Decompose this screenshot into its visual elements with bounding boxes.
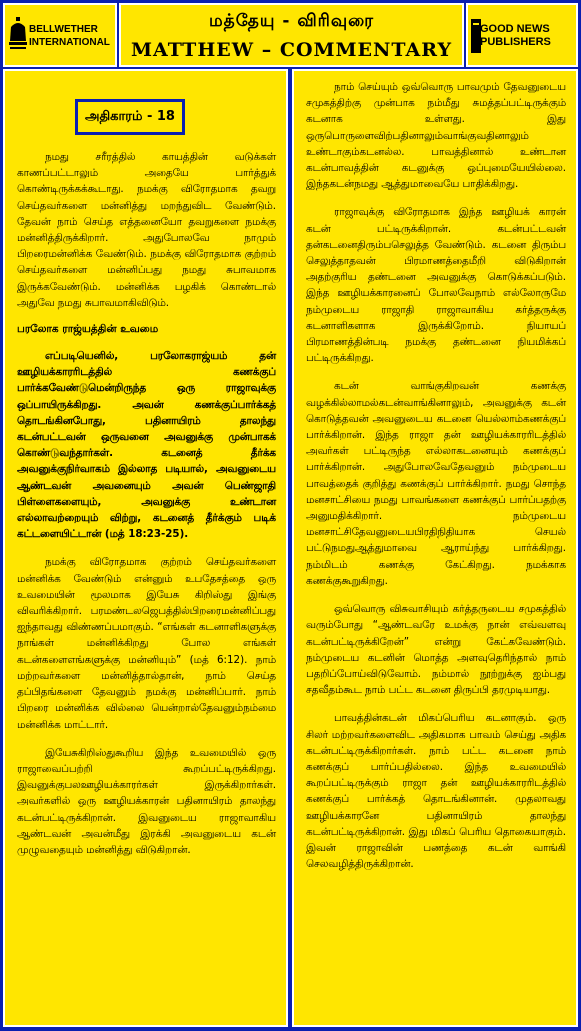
scripture-quote: எப்படியெனில், பரலோகராஜ்யம் தன் ஊழியக்காரரிடத்தில் கணக்குப் பார்க்கவேண்டுமென்றிருந்த ஒரு ராஜாவுக்கு ஒப்பாயிருக்கிறது. அவன் கணக்குப்பார்க்கத் தொடங்கினபோது, பதினாயிரம் தாலந்து கடன்பட்டவன் ஒருவனை அவனுக்கு முன்பாகக் கொண்டுவந்தார்கள். கடனைத் தீர்க்க அவனுக்குநிர்வாகம் இல்லாத படியால், அவனுடைய ஆண்டவன் அவனையும் அவன் பெண்ஜாதி பிள்ளைகளையும், அவனுக்கு உண்டான எல்லாவற்றையும் விற்று, கடனைத் தீர்க்கும் படிக் கட்டளையிட்டான் (மத் 18:23-25). [17, 350, 276, 541]
title-tamil: மத்தேயு - விரிவுரை [208, 11, 375, 31]
header [3, 3, 578, 67]
right-paragraph-4: ஒவ்வொரு விசுவாசியும் கர்த்தருடைய சமுகத்தில் வரும்போது “ஆண்டவரே உமக்கு நான் எவ்வளவு கடன்பட்டிருக்கிறேன்” என்று கேட்கவேண்டும். நம்முடைய கடனின் மொத்த அளவுதெரிந்தால் நாம் பதறிப்போய்விடுவோம். நம்மால் நூற்றுக்கு ஐம்பது சதவீதம்கூட நாம் பட்ட கடனை திருப்பி தரமுடியாது. [306, 603, 566, 697]
left-column [3, 69, 288, 1027]
left-paragraph-3: நமக்கு விரோதமாக குற்றம் செய்தவர்களை மன்னிக்க வேண்டும் என்னும் உபதேசத்தை ஒரு உவமையின் மூலமாக இயேசு கிறிஸ்து இங்கு விவரிக்கிறார். பரமண்டலஜெபத்தில்பிறரைமன்னிப்பது ஐந்தாவது விண்ணப்பமாகும். “எங்கள் கடனாளிகளுக்கு நாங்கள் மன்னிக்கிறது போல எங்கள் கடன்களைஎங்களுக்கு மன்னியும்” (மத் 6:12). நாம் மற்றவர்களை மன்னித்தால்தான், நாம் செய்த தப்பிதங்களை தேவனும் நமக்கு மன்னிப்பார். நாம் பிறரை மன்னிக்க வில்லை யென்றால்தேவனும்நம்மை மன்னிக்க மாட்டார். [17, 556, 276, 731]
bellwether-logo [3, 3, 117, 67]
left-logo-line-1: BELLWETHER [29, 24, 98, 35]
right-paragraph-5: பாவத்தின்கடன் மிகப்பெரிய கடனாகும். ஒரு சிலர் மற்றவர்களைவிட அதிகமாக பாவம் செய்து அதிக கடன்பட்டிருக்கிறார்கள். நாம் பட்ட கடனை நாம் கணக்குப் பார்ப்பதில்லை. இந்த உவமையில் கூறப்பட்டிருக்கும் ராஜா தன் ஊழியக்காரரிடத்தில் கணக்குப் பார்க்கத் தொடங்கினான். முதலாவது ஊழியக்காரனே பதினாயிரம் தாலந்து கடன்பட்டிருக்கிறான். இது மிகப் பெரிய தொகையாகும். இவன் ராஜாவின் பணத்தை கடன் வாங்கி செலவழித்திருக்கிறான். [306, 712, 566, 871]
left-logo-text [29, 23, 110, 49]
title-box [119, 3, 464, 67]
right-logo-text [480, 23, 551, 49]
right-logo-line-2: PUBLISHERS [480, 36, 551, 48]
right-paragraph-3: கடன் வாங்குகிறவன் கணக்கு வழக்கில்லாமல்கடன்வாங்கினாலும், அவனுக்கு கடன் கொடுத்தவன் அவனுடைய கடனை யெல்லாம்கணக்குப் பார்க்கிறான். இந்த ராஜா தன் ஊழியக்காரரிடத்தில் அவர்கள் பட்டிருந்த எல்லாகடனையும் கணக்குப் பார்க்கிறான். அதுபோலவேதேவனும் நம்முடைய பாவத்தைக் குறித்து கணக்குப் பார்க்கிறார். நமது சொந்த மனசாட்சியை நமது பாவங்களை கணக்குப் பார்ப்பதற்கு அனுமதிக்கிறார். நம்முடைய மனசாட்சிதேவனுடையபிரதிநிதியாக செயல் பட்டுநமதுஆத்துமாவை ஆராய்ந்து பார்க்கிறது. நம்மிடம் கணக்கு கேட்கிறது. நமக்காக கணக்குகூறுகிறது. [306, 380, 566, 587]
title-english: MATTHEW – COMMENTARY [130, 39, 453, 61]
bell-icon [8, 17, 28, 57]
left-paragraph-1: நமது சரீரத்தில் காயத்தின் வடுக்கள் காணப்பட்டாலும் அதையே பார்த்துக் கொண்டிருக்கக்கூடாது. நமக்கு விரோதமாக தவறு செய்தவர்களை மன்னித்து மறந்துவிட வேண்டும். தேவன் நாம் செய்த எத்தனையோ தவறுகளை நமக்கு மன்னித்திருக்கிறார். அதுபோலவே நாமும் பிறரைமன்னிக்க வேண்டும். நமக்கு விரோதமாக குற்றம் செய்தவர்களை மன்னிப்பது நமது சுபாவமாக இருக்கவேண்டும். மன்னிக்க பழகிக் கொண்டால் அதுவே நமது சுபாவமாகிவிடும். [17, 151, 276, 309]
right-column [292, 69, 578, 1027]
good-news-logo [466, 3, 578, 67]
chapter-label: அதிகாரம் - 18 [75, 99, 185, 135]
left-logo-line-2: INTERNATIONAL [29, 37, 110, 48]
right-logo-line-1: GOOD NEWS [480, 23, 550, 35]
right-paragraph-1: நாம் செய்யும் ஒவ்வொரு பாவமும் தேவனுடைய சமுகத்திற்கு முன்பாக நம்மீது சுமத்தப்பட்டிருக்கும் கடனாக உள்ளது. இது ஒருபொருளைவிற்பதினாலும்வாங்குவதினாலும் உண்டாகும்கடனல்ல. பாவத்தினால் உண்டான கடன்பாவத்தின் கடனுக்கு ஒப்புமையேயில்லை. இந்தகடன்நமது ஆத்துமாவையே பாதிக்கிறது. [306, 81, 566, 191]
right-paragraph-2: ராஜாவுக்கு விரோதமாக இந்த ஊழியக் காரன் கடன் பட்டிருக்கிறான். கடன்பட்டவன் தன்கடனைதிரும்பசெலுத்த வேண்டும். கடனை திரும்ப செலுத்தாதவன் பிரமாணத்தைமீறி விடுகிறான் அதற்குரிய தண்டனை அவனுக்கு கொடுக்கப்படும். இந்த ஊழியக்காரனைப் போலவேநாம் எல்லோருமே நம்முடைய ராஜாதி ராஜாவாகிய கர்த்தருக்கு கடனாளிகளாக இருக்கிறோம். நியாயப் பிரமாணத்தின்படி நமக்கு தண்டனை நியமிக்கப் பட்டிருக்கிறது. [306, 206, 566, 365]
section-heading: பரலோக ராஜ்யத்தின் உவமை [17, 323, 159, 336]
left-paragraph-4: இயேசுகிறிஸ்துகூறிய இந்த உவமையில் ஒரு ராஜாவைப்பற்றி கூறப்பட்டிருக்கிறது. இவனுக்குபலஊழியக்காரர்கள் இருக்கிறார்கள். அவர்களில் ஒரு ஊழியக்காரன் பதினாயிரம் தாலந்து கடன்பட்டிருக்கிறான். இவனுடைய ராஜாவாகிய ஆண்டவன் அவன்மீது இரக்கி அவனுடைய கடன் முழுவதையும் மன்னித்து விடுகிறான். [17, 746, 276, 856]
